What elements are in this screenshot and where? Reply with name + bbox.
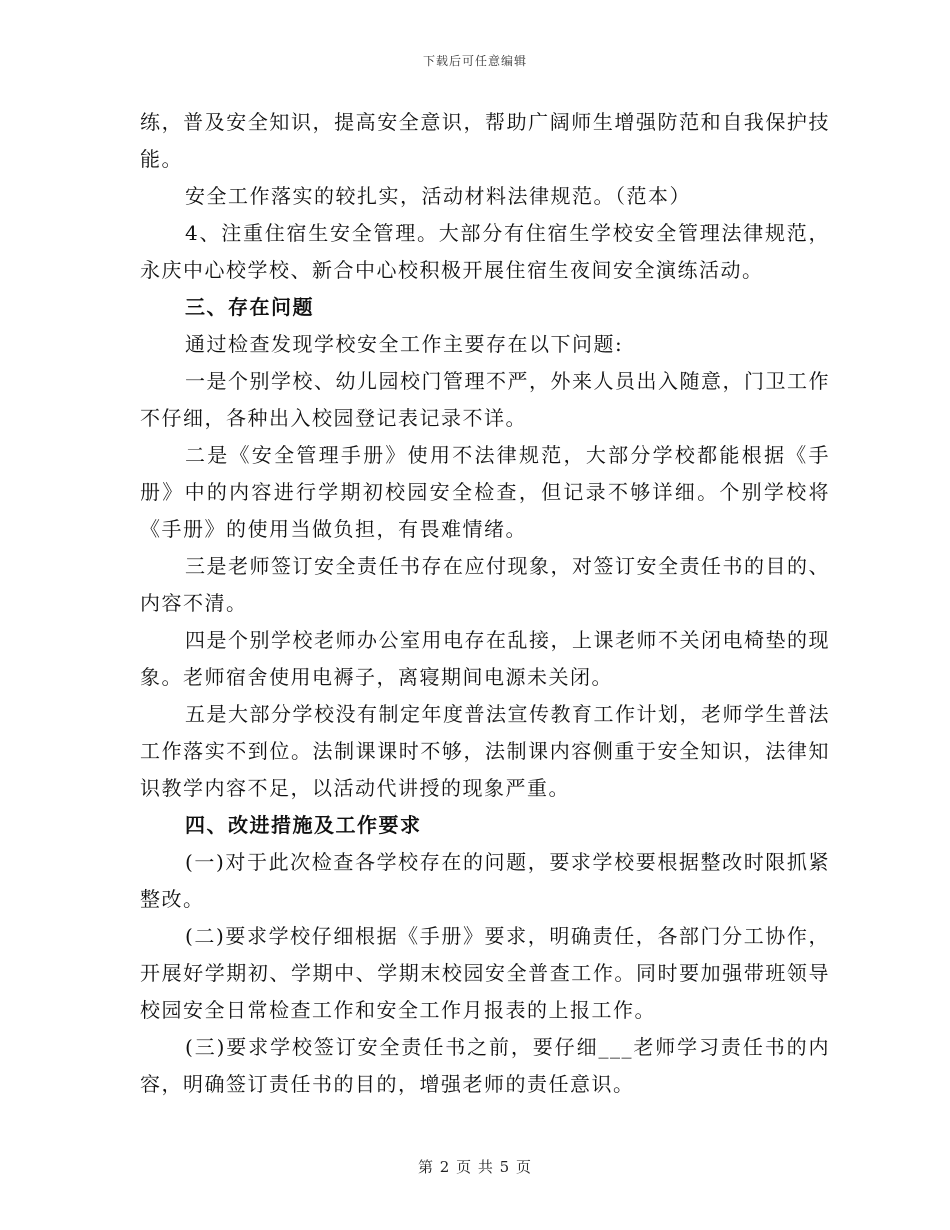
document-body xyxy=(140,104,830,1103)
section-heading-4: 四、改进措施及工作要求 xyxy=(185,813,422,837)
paragraph-13: (二)要求学校仔细根据《手册》要求，明确责任，各部门分工协作，开展好学期初、学期中、学期末校园安全普查工作。同时要加强带班领导校园安全日常检查工作和安全工作月报表的上报工作。 xyxy=(140,924,830,1022)
page-footer: 第 2 页 共 5 页 xyxy=(418,1158,532,1176)
paragraph-3: 4、注重住宿生安全管理。大部分有住宿生学校安全管理法律规范，永庆中心校学校、新合中心校积极开展住宿生夜间安全演练活动。 xyxy=(140,221,830,282)
paragraph-9: 四是个别学校老师办公室用电存在乱接，上课老师不关闭电椅垫的现象。老师宿舍使用电褥子，离寝期间电源未关闭。 xyxy=(140,628,830,689)
paragraph-2: 安全工作落实的较扎实，活动材料法律规范。（范本） xyxy=(185,184,691,208)
paragraph-6: 一是个别学校、幼儿园校门管理不严，外来人员出入随意，门卫工作不仔细，各种出入校园登记表记录不详。 xyxy=(140,369,830,430)
page-header: 下载后可任意编辑 xyxy=(422,54,527,68)
paragraph-7: 二是《安全管理手册》使用不法律规范，大部分学校都能根据《手册》中的内容进行学期初校园安全检查，但记录不够详细。个别学校将《手册》的使用当做负担，有畏难情绪。 xyxy=(140,443,830,541)
paragraph-8: 三是老师签订安全责任书存在应付现象，对签订安全责任书的目的、内容不清。 xyxy=(140,554,830,615)
paragraph-14: (三)要求学校签订安全责任书之前，要仔细___老师学习责任书的内容，明确签订责任书的目的，增强老师的责任意识。 xyxy=(140,1035,830,1096)
paragraph-12: (一)对于此次检查各学校存在的问题，要求学校要根据整改时限抓紧整改。 xyxy=(140,850,830,911)
paragraph-10: 五是大部分学校没有制定年度普法宣传教育工作计划，老师学生普法工作落实不到位。法制课课时不够，法制课内容侧重于安全知识，法律知识教学内容不足，以活动代讲授的现象严重。 xyxy=(140,702,830,800)
section-heading-3: 三、存在问题 xyxy=(185,295,314,319)
paragraph-1: 练，普及安全知识，提高安全意识，帮助广阔师生增强防范和自我保护技能。 xyxy=(140,110,830,171)
paragraph-5: 通过检查发现学校安全工作主要存在以下问题: xyxy=(185,332,624,356)
